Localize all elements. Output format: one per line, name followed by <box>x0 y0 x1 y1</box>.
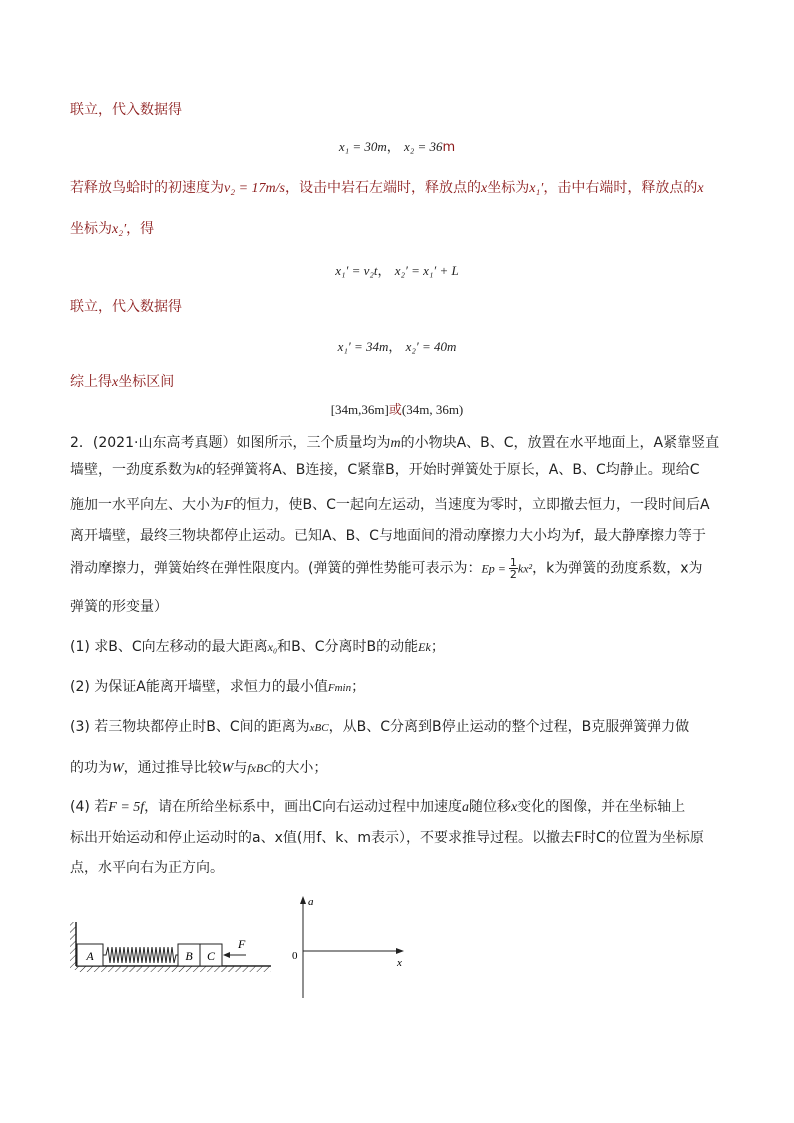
equation-x-prime-values <box>0 337 794 358</box>
text: 滑动摩擦力，弹簧始终在弹性限度内。(弹簧的弹性势能可表示为： <box>70 560 482 577</box>
k-symbol: k <box>196 463 203 478</box>
spring <box>103 947 178 963</box>
equation-x2: x₂ = 36 <box>403 139 443 154</box>
problem2-line-1 <box>70 433 719 454</box>
spring-block-diagram <box>70 918 280 974</box>
range-closed: [34m,36m] <box>330 402 389 417</box>
problem2-line-3 <box>70 495 710 516</box>
range-or: 或 <box>388 403 402 418</box>
text: ，请在所给坐标系中，画出C向右运动过程中加速度 <box>144 799 462 815</box>
text: 坐标区间 <box>118 374 175 390</box>
text: 综上得 <box>70 374 112 390</box>
text: 坐标为 <box>487 180 530 196</box>
text: ，设击中岩石左端时，释放点的 <box>284 180 481 196</box>
equation-x-prime <box>0 261 794 282</box>
text: ，得 <box>126 221 155 237</box>
ek-symbol: Ek <box>418 640 431 654</box>
text: 随位移 <box>468 799 511 815</box>
fmin-symbol: Fmin <box>327 682 352 694</box>
text: ，通过推导比较 <box>123 760 222 776</box>
separator: ， <box>386 140 400 155</box>
force-label: F <box>238 937 246 951</box>
w-symbol: W <box>221 761 234 776</box>
v2-value: v₂ = 17m/s <box>224 181 285 196</box>
text: ，从B、C分离到B停止运动的整个过程，B克服弹簧弹力做 <box>328 719 690 735</box>
equation-x1: x₁ = 30m <box>338 139 387 154</box>
equation-x2-unit: m <box>442 140 456 155</box>
text: 和B、C分离时B的动能 <box>277 639 419 655</box>
question-4-line-3: 点，水平向右为正方向。 <box>70 860 224 876</box>
text: 与 <box>233 760 248 776</box>
equation-range <box>0 400 794 421</box>
text: 的功为 <box>70 760 112 776</box>
f-equals-5f: F = 5f <box>108 800 145 815</box>
separator: ， <box>377 264 391 279</box>
solution-release-line-1 <box>70 178 704 199</box>
question-1 <box>70 637 445 657</box>
x-symbol: x <box>480 181 488 196</box>
text: 的小物块A、B、C，放置在水平地面上，A紧靠竖直 <box>400 435 720 451</box>
text: 2．(2021·山东高考真题）如图所示，三个质量均为 <box>70 435 391 451</box>
m-symbol: m <box>390 436 401 451</box>
range-open: (34m, 36m) <box>401 402 464 417</box>
problem2-line-6: 弹簧的形变量） <box>70 599 168 615</box>
equation-x2-prime: x₂′ = x₁′ + L <box>394 263 459 278</box>
x2-prime-symbol: x₂′ <box>112 222 127 237</box>
denominator: 2 <box>509 568 517 581</box>
solution-release-line-2 <box>70 219 154 240</box>
y-axis-label: a <box>308 896 314 908</box>
question-4-line-1 <box>70 797 685 818</box>
text: ； <box>430 639 445 655</box>
text: 施加一水平向左、大小为 <box>70 497 224 513</box>
fxbc-symbol: fxBC <box>247 761 272 775</box>
question-3-line-1 <box>70 717 689 738</box>
fraction-one-half <box>509 557 518 580</box>
problem2-line-2 <box>70 460 700 481</box>
question-3-line-2 <box>70 758 327 779</box>
f-symbol: F <box>224 498 233 513</box>
y-axis-arrow <box>300 896 306 904</box>
text: (2) 为保证A能离开墙壁，求恒力的最小值 <box>70 679 328 695</box>
text: 变化的图像，并在坐标轴上 <box>517 799 686 815</box>
xbc-symbol: xBC <box>309 722 329 734</box>
solution-combine-2: 联立，代入数据得 <box>70 299 182 315</box>
text: (4) 若 <box>70 799 109 815</box>
x-axis-arrow <box>396 948 404 954</box>
coordinate-axes <box>288 892 408 1002</box>
x1-prime-symbol: x₁′ <box>529 181 544 196</box>
origin-label: 0 <box>292 950 298 962</box>
text: ，击中右端时，释放点的 <box>543 180 698 196</box>
block-b-label: B <box>185 949 193 963</box>
text: (1) 求B、C向左移动的最大距离 <box>70 639 268 655</box>
equation-x2-prime-value: x₂′ = 40m <box>405 339 457 354</box>
question-2 <box>70 677 365 698</box>
text: 坐标为 <box>70 221 112 237</box>
text: 若释放鸟蛤时的初速度为 <box>70 180 224 196</box>
text: 的恒力，使B、C一起向左运动，当速度为零时，立即撤去恒力，一段时间后A <box>232 497 710 513</box>
equation-x1-x2 <box>0 137 794 158</box>
numerator: 1 <box>509 556 517 569</box>
text: ； <box>351 679 366 695</box>
solution-combine-1: 联立，代入数据得 <box>70 102 182 118</box>
question-4-line-2: 标出开始运动和停止运动时的a、x值(用f、k、m表示），不要求推导过程。以撤去F时C的位置为坐标原 <box>70 830 704 846</box>
x-symbol: x <box>510 800 518 815</box>
wall-hatch <box>70 922 76 970</box>
a-symbol: a <box>461 800 469 815</box>
text: 墙壁，一劲度系数为 <box>70 462 196 478</box>
block-a-label: A <box>86 949 94 963</box>
equation-x1-prime-value: x₁′ = 34m <box>337 339 389 354</box>
x-symbol: x <box>112 375 119 390</box>
text: (3) 若三物块都停止时B、C间的距离为 <box>70 719 310 735</box>
solution-range-label <box>70 372 174 393</box>
kx-squared: kx² <box>517 561 533 576</box>
x0-symbol: x₀ <box>267 640 278 654</box>
problem2-line-4: 离开墙壁，最终三物块都停止运动。已知A、B、C与地面间的滑动摩擦力大小均为f，最大静摩擦力等于 <box>70 528 706 544</box>
text: 的大小； <box>271 760 328 776</box>
text: 的轻弹簧将A、B连接，C紧靠B，开始时弹簧处于原长，A、B、C均静止。现给C <box>202 462 700 478</box>
text: ，k为弹簧的劲度系数，x为 <box>532 560 703 577</box>
force-arrow-head <box>223 952 230 958</box>
x-symbol: x <box>697 181 704 196</box>
ground-hatch <box>76 966 271 972</box>
ep-symbol: Ep = <box>481 561 509 576</box>
problem2-line-5 <box>70 557 703 580</box>
equation-x1-prime: x₁′ = v₂t <box>335 263 378 278</box>
w-symbol: W <box>112 761 124 776</box>
x-axis-label: x <box>397 957 402 969</box>
block-c-label: C <box>206 949 216 963</box>
separator: ， <box>388 340 402 355</box>
